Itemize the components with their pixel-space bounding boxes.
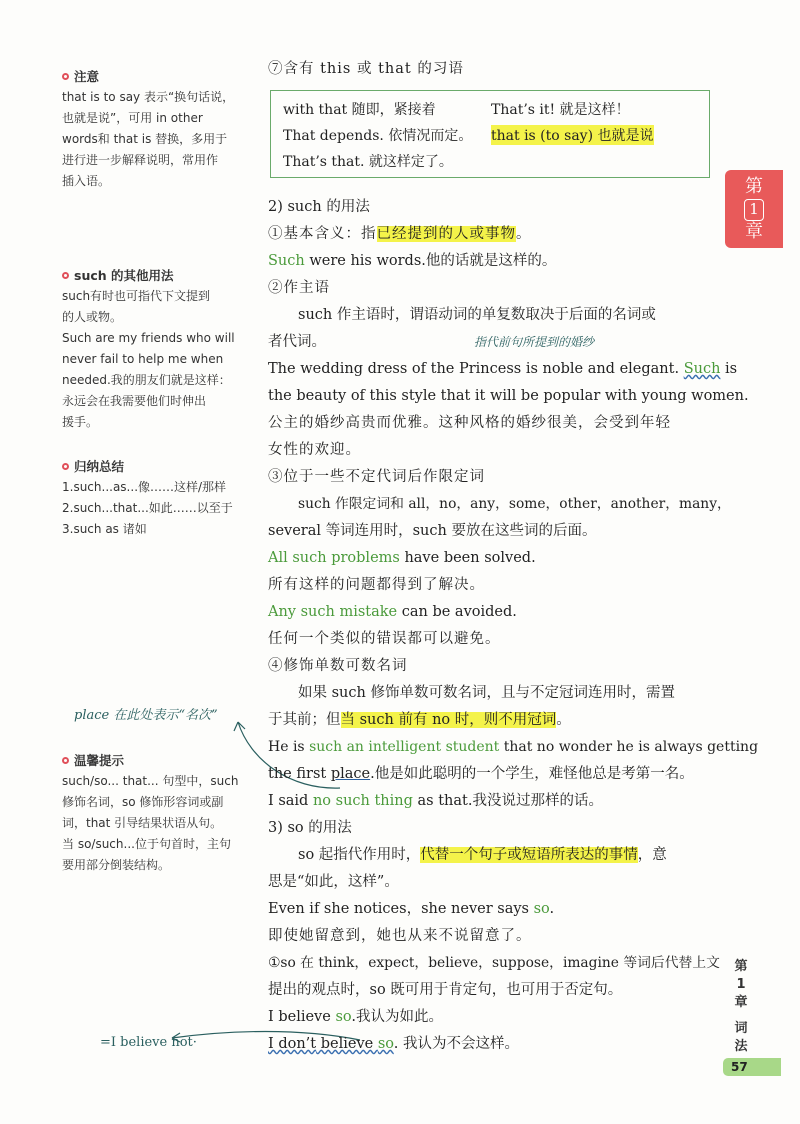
note-title: 注意 [74,69,100,84]
highlight: 当 such 前有 no 时，则不用冠词 [340,712,557,728]
note-line: 进行进一步解释说明，常用作 [62,153,219,167]
chapter-tab[interactable] [725,170,783,248]
note-line: never fail to help me when [62,352,224,366]
note-line: Such are my friends who will [62,331,235,345]
section-heading: 3) so 的用法 [268,820,352,836]
sub-heading: ①so 在 think，expect，believe，suppose，imagine 等词后代替上文 [268,955,720,971]
note-line: needed.我的朋友们就是这样： [62,373,231,387]
sub-heading: ④修饰单数可数名词 [268,658,408,674]
body-text: several 等词连用时，such 要放在这些词的后面。 [268,523,597,539]
note-line: such/so... that... 句型中，such [62,774,239,788]
translation-line: 女性的欢迎。 [268,442,361,458]
note-line: 永远会在我需要他们时伸出 [62,394,207,408]
section-heading: ⑦含有 this 或 that 的习语 [268,61,464,77]
body-text: 提出的观点时，so 既可用于肯定句，也可用于否定句。 [268,982,623,998]
idiom-item: That depends. 依情况而定。 [283,128,473,144]
section-heading: 2) such 的用法 [268,199,370,215]
body-text: such 作限定词和 all，no，any，some，other，another，many， [298,496,731,512]
sub-heading: ②作主语 [268,280,330,296]
example-line: Such were his words.他的话就是这样的。 [268,253,557,269]
chapter-tab-top: 第 [745,176,763,197]
note-title: 归纳总结 [74,459,125,474]
note-line: 援手。 [62,415,99,429]
example-line: the first place.他是如此聪明的一个学生，难怪他总是考第一名。 [268,766,694,782]
example-line: He is such an intelligent student that no wonder he is always getting [268,739,759,755]
note-line: that is to say 表示“换句话说， [62,90,235,104]
body-text: 思是“如此，这样”。 [268,874,399,890]
body-text: so 起指代作用时，代替一个句子或短语所表达的事情，意 [298,847,667,863]
example-line: All such problems have been solved. [268,550,536,566]
page-number: 57 [723,1058,781,1076]
chapter-tab-number: 1 [744,199,764,221]
translation-line: 所有这样的问题都得到了解决。 [268,577,485,593]
example-line: the beauty of this style that it will be popular with young women. [268,388,749,404]
sub-heading: ①基本含义：指已经提到的人或事物。 [268,226,532,242]
note-line: 插入语。 [62,174,111,188]
note-line: 也就是说”，可用 in other [62,111,203,125]
body-text: such 作主语时，谓语动词的单复数取决于后面的名词或 [298,307,656,323]
idiom-item-highlighted: that is (to say) 也就是说 [491,125,654,145]
note-title: 温馨提示 [74,753,125,768]
handwritten-note-dress: 指代前句所提到的婚纱 [474,335,595,349]
note-line: 的人或物。 [62,310,123,324]
example-line: Any such mistake can be avoided. [268,604,517,620]
note-line: 要用部分倒装结构。 [62,858,171,872]
chapter-tab-bottom: 章 [745,221,763,242]
idiom-item: with that 随即，紧接着 [283,102,436,118]
example-line: I don’t believe so. 我认为不会这样。 [268,1036,519,1052]
note-line: such有时也可指代下文提到 [62,289,211,303]
note-line: 2.such...that...如此……以至于 [62,501,233,515]
translation-line: 即使她留意到，她也从来不说留意了。 [268,928,532,944]
sub-heading: ③位于一些不定代词后作限定词 [268,469,485,485]
note-line: 修饰名词，so 修饰形容词或副 [62,795,224,809]
chapter-side-label: 第 1 章 词 法 [734,959,748,1054]
body-text: 者代词。 指代前句所提到的婚纱 [268,334,595,350]
note-line: 词，that 引导结果状语从句。 [62,816,223,830]
note-line: words和 that is 替换，多用于 [62,132,228,146]
body-text: 如果 such 修饰单数可数名词，且与不定冠词连用时，需置 [298,685,675,701]
note-title: such 的其他用法 [74,268,174,283]
main-content [268,56,714,83]
idiom-box [270,90,710,178]
translation-line: 公主的婚纱高贵而优雅。这种风格的婚纱很美，会受到年轻 [268,415,671,431]
handwritten-note-place: place 在此处表示“名次” [74,708,218,723]
note-line: 1.such...as...像……这样/那样 [62,480,227,494]
example-line: I believe so.我认为如此。 [268,1009,443,1025]
example-line: Even if she notices，she never says so. [268,901,555,917]
note-line: 3.such as 诸如 [62,522,147,536]
highlight: 代替一个句子或短语所表达的事情 [420,847,638,863]
idiom-item: That’s it! 就是这样！ [491,102,630,118]
note-line: 当 so/such...位于句首时，主句 [62,837,231,851]
example-line: The wedding dress of the Princess is noble and elegant. Such is [268,361,738,377]
highlight: 已经提到的人或事物 [376,226,516,242]
idiom-item: That’s that. 就这样定了。 [283,154,453,170]
translation-line: 任何一个类似的错误都可以避免。 [268,631,501,647]
example-line: I said no such thing as that.我没说过那样的话。 [268,793,603,809]
body-text: 于其前；但当 such 前有 no 时，则不用冠词。 [268,712,571,728]
handwritten-note-believe: =I believe not· [100,1035,197,1050]
